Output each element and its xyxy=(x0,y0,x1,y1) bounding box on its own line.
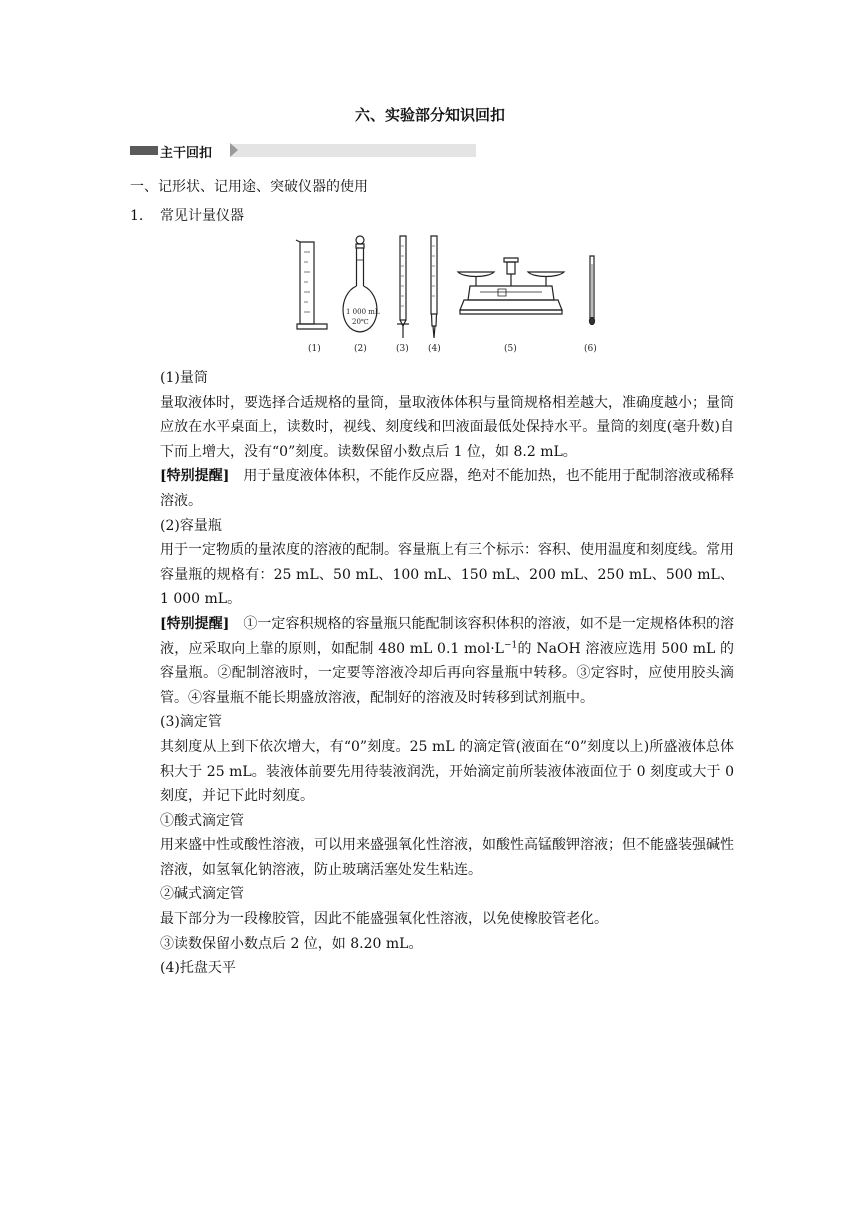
flask-tip-text-b: 的 NaOH 溶液应选用 500 mL 的容量瓶。②配制溶液时，一定要等溶液冷却后再向容量瓶中转移。③定容时，应使用胶头滴管。④容量瓶不能长期盛放溶液，配制好的溶液及时转移到试剂瓶中。 xyxy=(160,640,735,706)
section-title-burette: (3)滴定管 xyxy=(160,714,222,731)
heading-1: 一、记形状、记用途、突破仪器的使用 xyxy=(130,179,368,195)
banner-bar xyxy=(130,146,158,155)
flask-temp-label: 20℃ xyxy=(352,318,369,326)
acid-burette-title: ①酸式滴定管 xyxy=(160,812,244,829)
banner-chevron-icon xyxy=(230,143,238,157)
section-title-cylinder: (1)量筒 xyxy=(160,370,208,386)
flask-tip-text-a: ①一定容积规格的容量瓶只能配制该容积体积的溶液，如不是一定规格体积的溶液，应采取向上靠的原则，如配制 480 mL 0.1 mol·L xyxy=(160,615,735,657)
flask-tip-superscript: −1 xyxy=(503,639,518,650)
tray-balance-icon xyxy=(458,258,564,314)
base-burette-title: ②碱式滴定管 xyxy=(160,886,244,903)
figure-label-3: (3) xyxy=(396,344,409,354)
body-text xyxy=(160,366,734,981)
heading-2-text: 常见计量仪器 xyxy=(160,208,244,224)
cylinder-tip xyxy=(160,464,734,513)
thermometer-icon xyxy=(590,256,595,325)
section-title-flask: (2)容量瓶 xyxy=(160,517,222,534)
figure-label-2: (2) xyxy=(354,344,367,354)
flask-paragraph: 用于一定物质的量浓度的溶液的配制。容量瓶上有三个标示：容积、使用温度和刻度线。常用容量瓶的规格有：25 mL、50 mL、100 mL、150 mL、200 mL、250 mL、500 mL、1 000 mL。 xyxy=(160,542,734,608)
figure-label-5: (5) xyxy=(504,344,517,354)
burette-paragraph: 其刻度从上到下依次增大，有“0”刻度。25 mL 的滴定管(液面在“0”刻度以上)所盛液体总体积大于 25 mL。装液体前要先用待装液润洗，开始滴定前所装液体液面位于 0 刻度或大于 0 刻度，并记下此时刻度。 xyxy=(160,738,734,805)
cylinder-tip-text: 用于量度液体体积，不能作反应器，绝对不能加热，也不能用于配制溶液或稀释溶液。 xyxy=(160,468,735,509)
acid-burette-icon xyxy=(397,236,409,338)
base-burette-paragraph: 最下部分为一段橡胶管，因此不能盛强氧化性溶液，以免使橡胶管老化。 xyxy=(160,911,608,928)
heading-2-number: 1． xyxy=(130,208,153,224)
cylinder-paragraph: 量取液体时，要选择合适规格的量筒，量取液体体积与量筒规格相差越大，准确度越小；量筒应放在水平桌面上，读数时，视线、刻度线和凹液面最低处保持水平。量筒的刻度(毫升数)自下而上增大，没有“0”刻度。读数保留小数点后 1 位，如 8.2 mL。 xyxy=(160,394,734,460)
instrument-figure xyxy=(292,234,612,359)
section-banner xyxy=(130,143,476,161)
flask-volume-label: 1 000 mL xyxy=(346,308,380,316)
figure-label-4: (4) xyxy=(428,344,441,354)
section-title-balance: (4)托盘天平 xyxy=(160,960,236,977)
banner-label: 主干回扣 xyxy=(160,146,213,161)
graduated-cylinder-icon xyxy=(296,240,327,329)
figure-label-1: (1) xyxy=(308,344,321,354)
page-title: 六、实验部分知识回扣 xyxy=(354,106,505,124)
heading-2 xyxy=(130,205,244,225)
flask-tip xyxy=(160,612,734,710)
figure-label-6: (6) xyxy=(584,344,597,354)
base-burette-icon xyxy=(431,236,437,338)
tip-label: [特别提醒] xyxy=(160,468,230,485)
banner-stripe xyxy=(230,144,476,157)
burette-reading-note: ③读数保留小数点后 2 位，如 8.20 mL。 xyxy=(160,935,423,952)
acid-burette-paragraph: 用来盛中性或酸性溶液，可以用来盛强氧化性溶液，如酸性高锰酸钾溶液；但不能盛装强碱性溶液，如氢氧化钠溶液，防止玻璃活塞处发生粘连。 xyxy=(160,837,734,878)
tip-label: [特别提醒] xyxy=(160,615,230,632)
